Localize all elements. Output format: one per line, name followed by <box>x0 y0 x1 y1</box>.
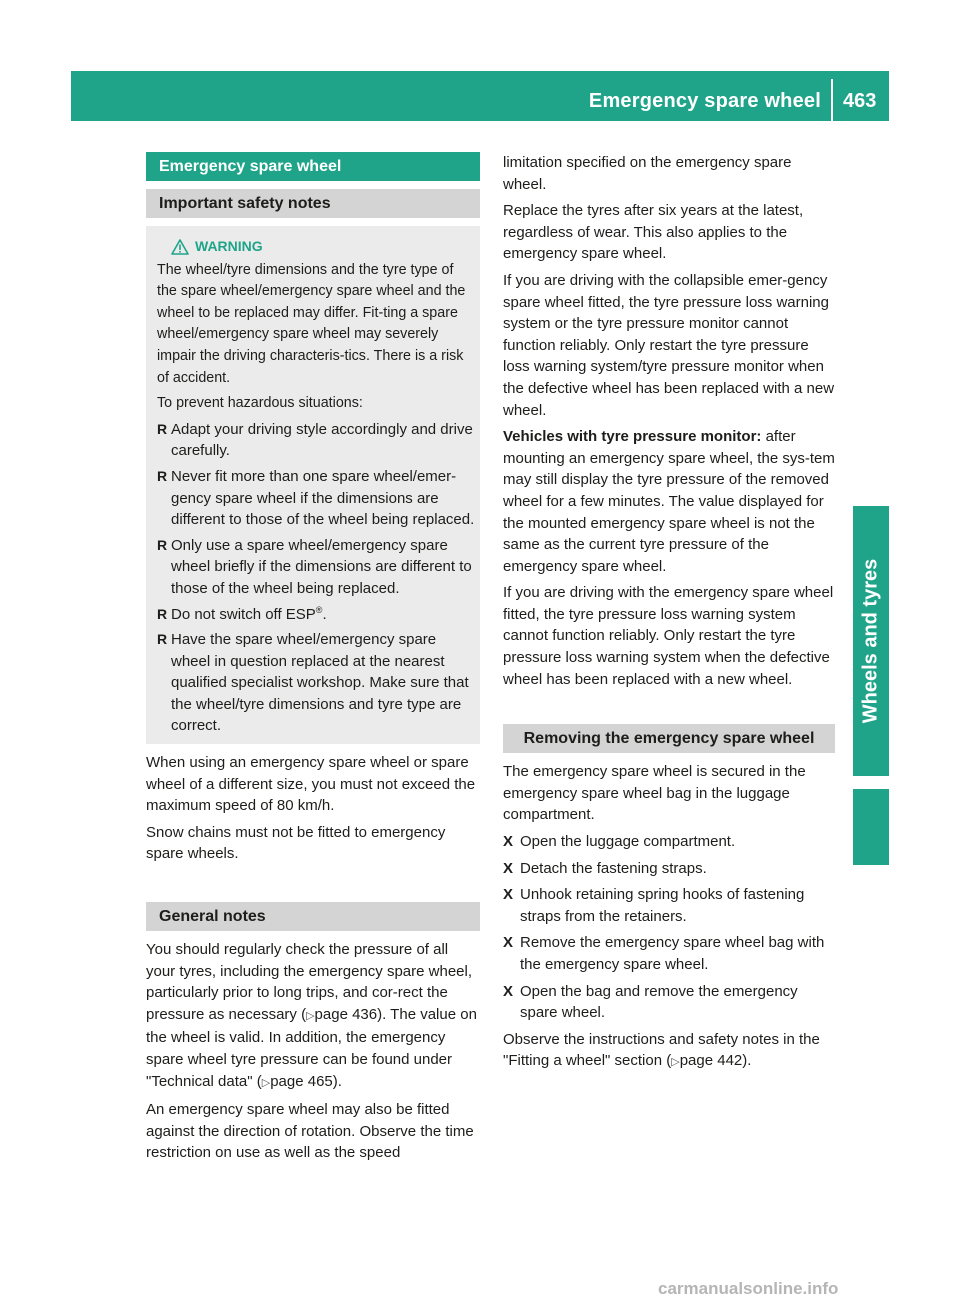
right-column <box>503 152 835 1074</box>
page-reference-link[interactable]: page 465 <box>270 1072 333 1090</box>
warning-label: WARNING <box>195 238 263 254</box>
header-title: Emergency spare wheel <box>588 90 821 112</box>
subsection-general-title: General notes <box>146 902 480 931</box>
warning-prevent-text: To prevent hazardous situations: <box>157 395 363 412</box>
paragraph-collapsible-wheel: If you are driving with the collapsible emer-gency spare wheel fitted, the tyre pressure loss warning system or the tyre pressure monitor cannot function reliably. Only restart the tyre pressure loss warning system/tyre pressure monitor when the defective wheel has been replaced with a new wheel. <box>503 271 835 419</box>
paragraph-general-pressure: You should regularly check the pressure of all your tyres, including the emergency spare wheel, particularly prior to long trips, and cor-rect the pressure as necessary (▷page 436). The value on the wheel is valid. In addition, the emergency spare wheel tyre pressure can be found under "Technical data" (▷page 465). <box>146 941 477 1090</box>
subsection-removing-title: Removing the emergency spare wheel <box>503 724 835 753</box>
instruction-step: X Remove the emergency spare wheel bag with the emergency spare wheel. <box>503 934 825 973</box>
warning-bullet: R Never fit more than one spare wheel/emer-gency spare wheel if the dimensions are different to those of the wheel being replaced. <box>157 467 475 529</box>
watermark: carmanualsonline.info <box>658 1279 839 1298</box>
instruction-step: X Open the bag and remove the emergency spare wheel. <box>503 982 798 1022</box>
instruction-step: X Detach the fastening straps. <box>503 859 707 877</box>
instruction-step: X Open the luggage compartment. <box>503 833 736 851</box>
warning-text: The wheel/tyre dimensions and the tyre type of the spare wheel/emergency spare wheel and the wheel to be replaced may differ. Fit-ting a spare wheel/emergency spare wheel may severely impair the driving characteris-tics. There is a risk of accident. <box>157 261 466 386</box>
warning-box <box>146 226 480 744</box>
warning-bullet: R Adapt your driving style accordingly and drive carefully. <box>157 420 473 460</box>
paragraph-speed-limit: When using an emergency spare wheel or spare wheel of a different size, you must not exceed the maximum speed of 80 km/h. <box>146 754 476 815</box>
warning-bullet: R Have the spare wheel/emergency spare wheel in question replaced at the nearest qualified specialist workshop. Make sure that the wheel/tyre dimensions and tyre type are correct. <box>157 631 469 735</box>
warning-bullet-esp: R Do not switch off ESP®. <box>157 604 327 623</box>
instruction-step: X Unhook retaining spring hooks of fastening straps from the retainers. <box>503 886 805 925</box>
paragraph-rotation: An emergency spare wheel may also be fitted against the direction of rotation. Observe the time restriction on use as well as the speed <box>146 1101 474 1162</box>
paragraph-removing-intro: The emergency spare wheel is secured in the emergency spare wheel bag in the luggage compartment. <box>503 763 806 824</box>
paragraph-speed-limitation: limitation specified on the emergency spare wheel. <box>503 154 792 193</box>
paragraph-replace-tyres: Replace the tyres after six years at the latest, regardless of wear. This also applies to the emergency spare wheel. <box>503 202 804 263</box>
page-reference-link[interactable]: page 442 <box>679 1052 743 1070</box>
warning-triangle-icon <box>171 239 189 255</box>
header-bar <box>71 71 889 121</box>
section-title: Emergency spare wheel <box>146 152 480 181</box>
paragraph-snow-chains: Snow chains must not be fitted to emergency spare wheels. <box>146 823 446 863</box>
chapter-tab-label: Wheels and tyres <box>859 558 882 724</box>
page-reference-link[interactable]: page 436 <box>314 1005 378 1023</box>
page-number: 463 <box>843 90 877 112</box>
left-column <box>146 152 480 1164</box>
warning-bullet: R Only use a spare wheel/emergency spare wheel briefly if the dimensions are different to those of the wheel being replaced. <box>157 536 472 597</box>
paragraph-pressure-loss-warning: If you are driving with the emergency spare wheel fitted, the tyre pressure loss warning system cannot function reliably. Only restart the tyre pressure loss warning system when the defective wheel has been replaced with a new wheel. <box>503 584 834 688</box>
page-ref-arrow-icon: ▷ <box>306 1009 315 1022</box>
page-ref-arrow-icon: ▷ <box>671 1056 680 1069</box>
chapter-tab-marker <box>853 789 889 865</box>
warning-header <box>157 236 475 258</box>
page-ref-arrow-icon: ▷ <box>261 1076 271 1089</box>
paragraph-tyre-pressure-monitor: Vehicles with tyre pressure monitor: after mounting an emergency spare wheel, the sys-tem may still display the tyre pressure of the removed wheel for a few minutes. The value displayed for the mounted emergency spare wheel is not the same as the current tyre pressure of the emergency spare wheel. <box>503 428 835 575</box>
subsection-safety-title: Important safety notes <box>146 189 480 218</box>
paragraph-closing: Observe the instructions and safety notes in the "Fitting a wheel" section (▷page 442). <box>503 1030 820 1070</box>
header-separator <box>831 79 833 121</box>
